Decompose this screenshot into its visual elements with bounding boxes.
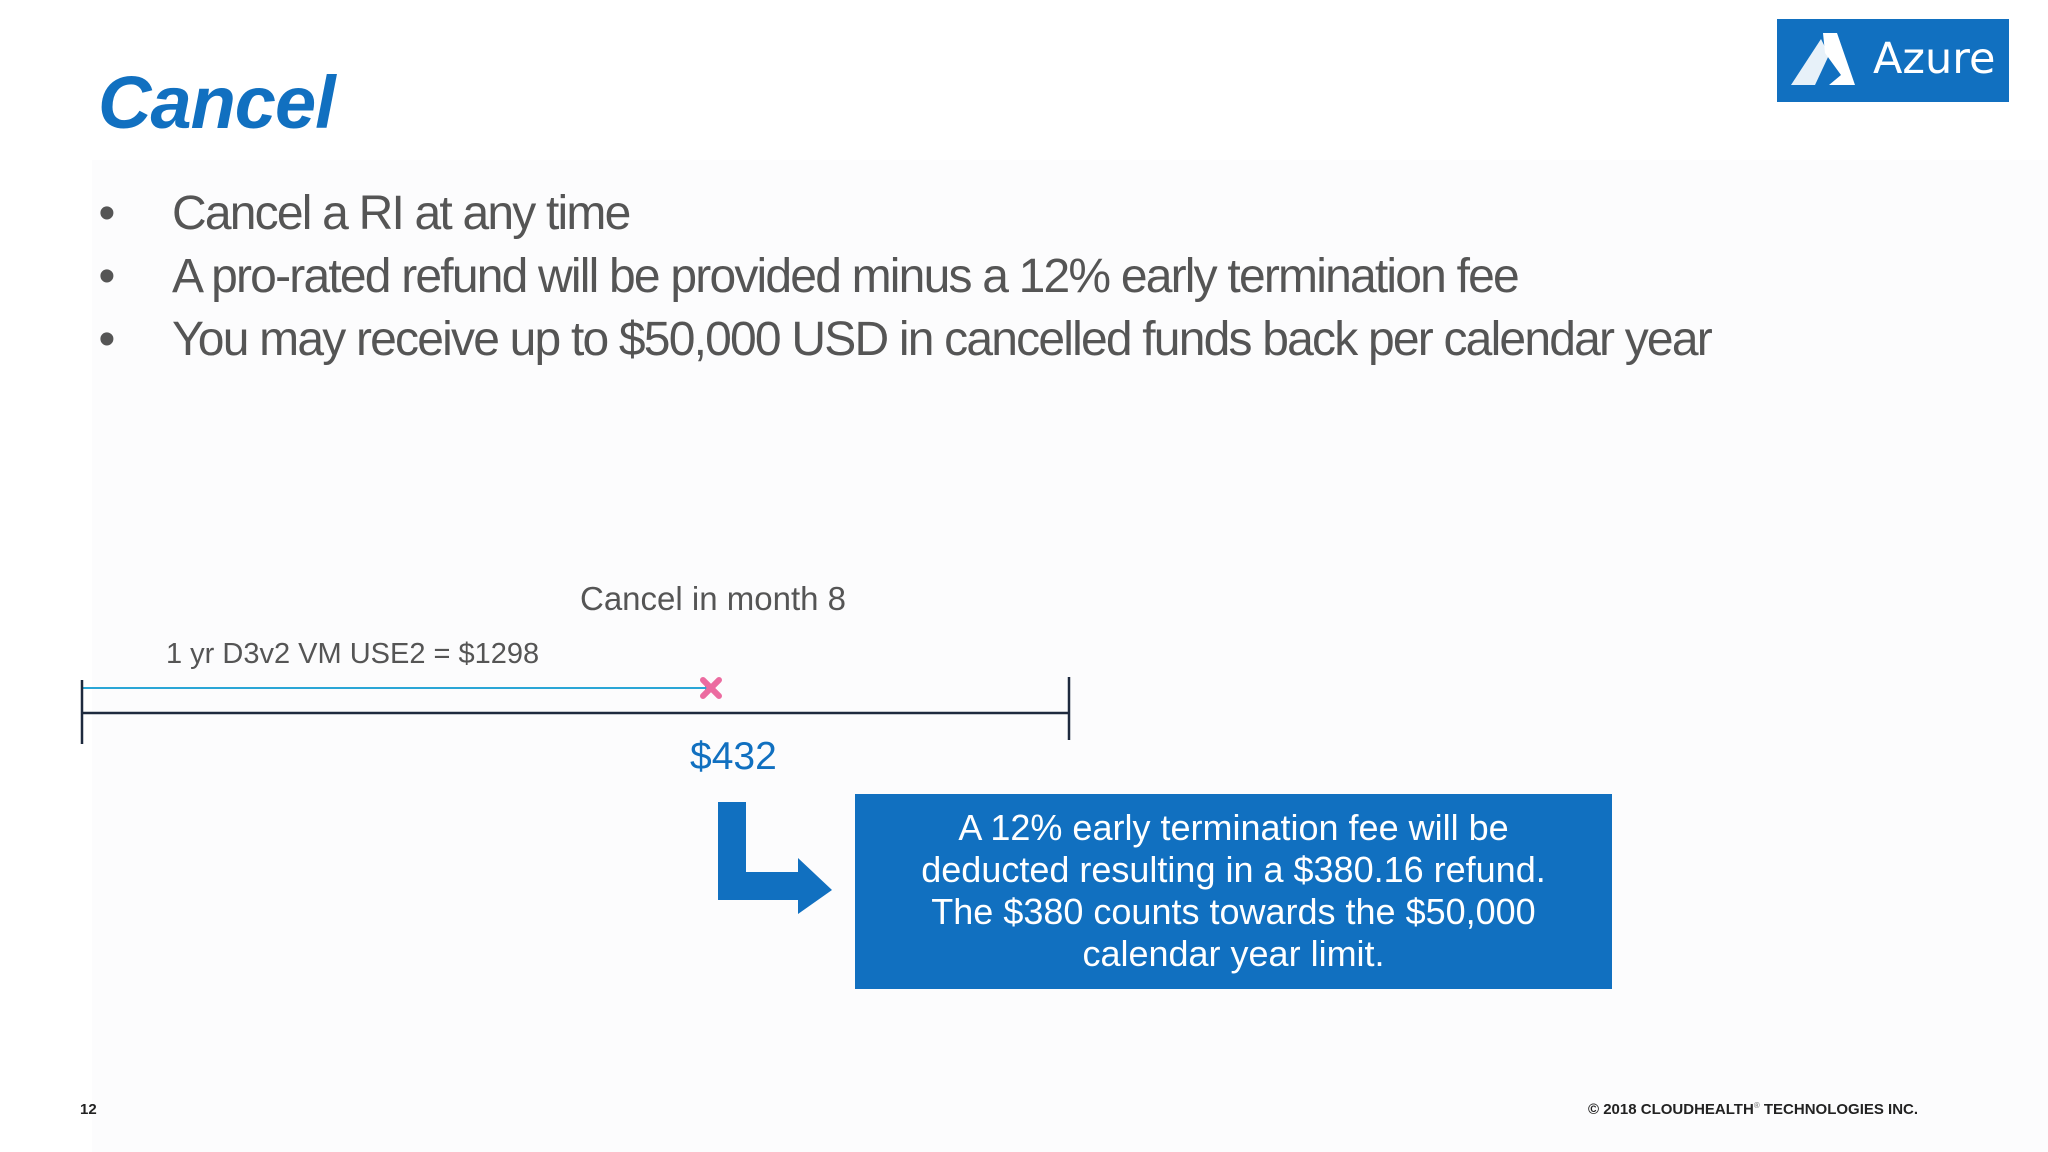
slide-title: Cancel [98, 61, 335, 144]
bullet-item [0, 182, 2048, 245]
bullet-item [0, 308, 2048, 371]
bullet-marker: • [98, 187, 114, 240]
company-suffix: TECHNOLOGIES INC. [1759, 1101, 1919, 1118]
trademark-symbol: ® [1753, 1101, 1760, 1110]
bullet-item [0, 245, 2048, 308]
callout-line: calendar year limit. [1082, 933, 1385, 974]
timeline-diagram [70, 670, 1080, 750]
bullet-marker: • [98, 250, 114, 303]
footer-copyright [1588, 1101, 1918, 1118]
callout-line: A 12% early termination fee will be [958, 807, 1509, 848]
vm-cost-label: 1 yr D3v2 VM USE2 = $1298 [166, 638, 540, 670]
refund-callout [855, 794, 1612, 989]
copyright-text: © 2018 CLOUDHEALTH [1588, 1101, 1754, 1118]
callout-line: The $380 counts towards the $50,000 [931, 891, 1536, 932]
azure-logo-text: Azure [1873, 34, 1996, 84]
bullet-list [0, 182, 2048, 371]
amount-label: $432 [690, 735, 777, 778]
bullet-marker: • [98, 313, 114, 366]
callout-line: deducted resulting in a $380.16 refund. [921, 849, 1546, 890]
bullet-text: You may receive up to $50,000 USD in cancelled funds back per calendar year [172, 313, 1711, 366]
cancel-month-label: Cancel in month 8 [580, 580, 846, 617]
page-number: 12 [80, 1101, 97, 1118]
bullet-text: A pro-rated refund will be provided minus a 12% early termination fee [172, 250, 1518, 303]
azure-logo [1777, 19, 2009, 102]
bullet-text: Cancel a RI at any time [172, 187, 630, 240]
azure-a-icon [1789, 31, 1857, 89]
bent-arrow-icon [712, 796, 834, 920]
